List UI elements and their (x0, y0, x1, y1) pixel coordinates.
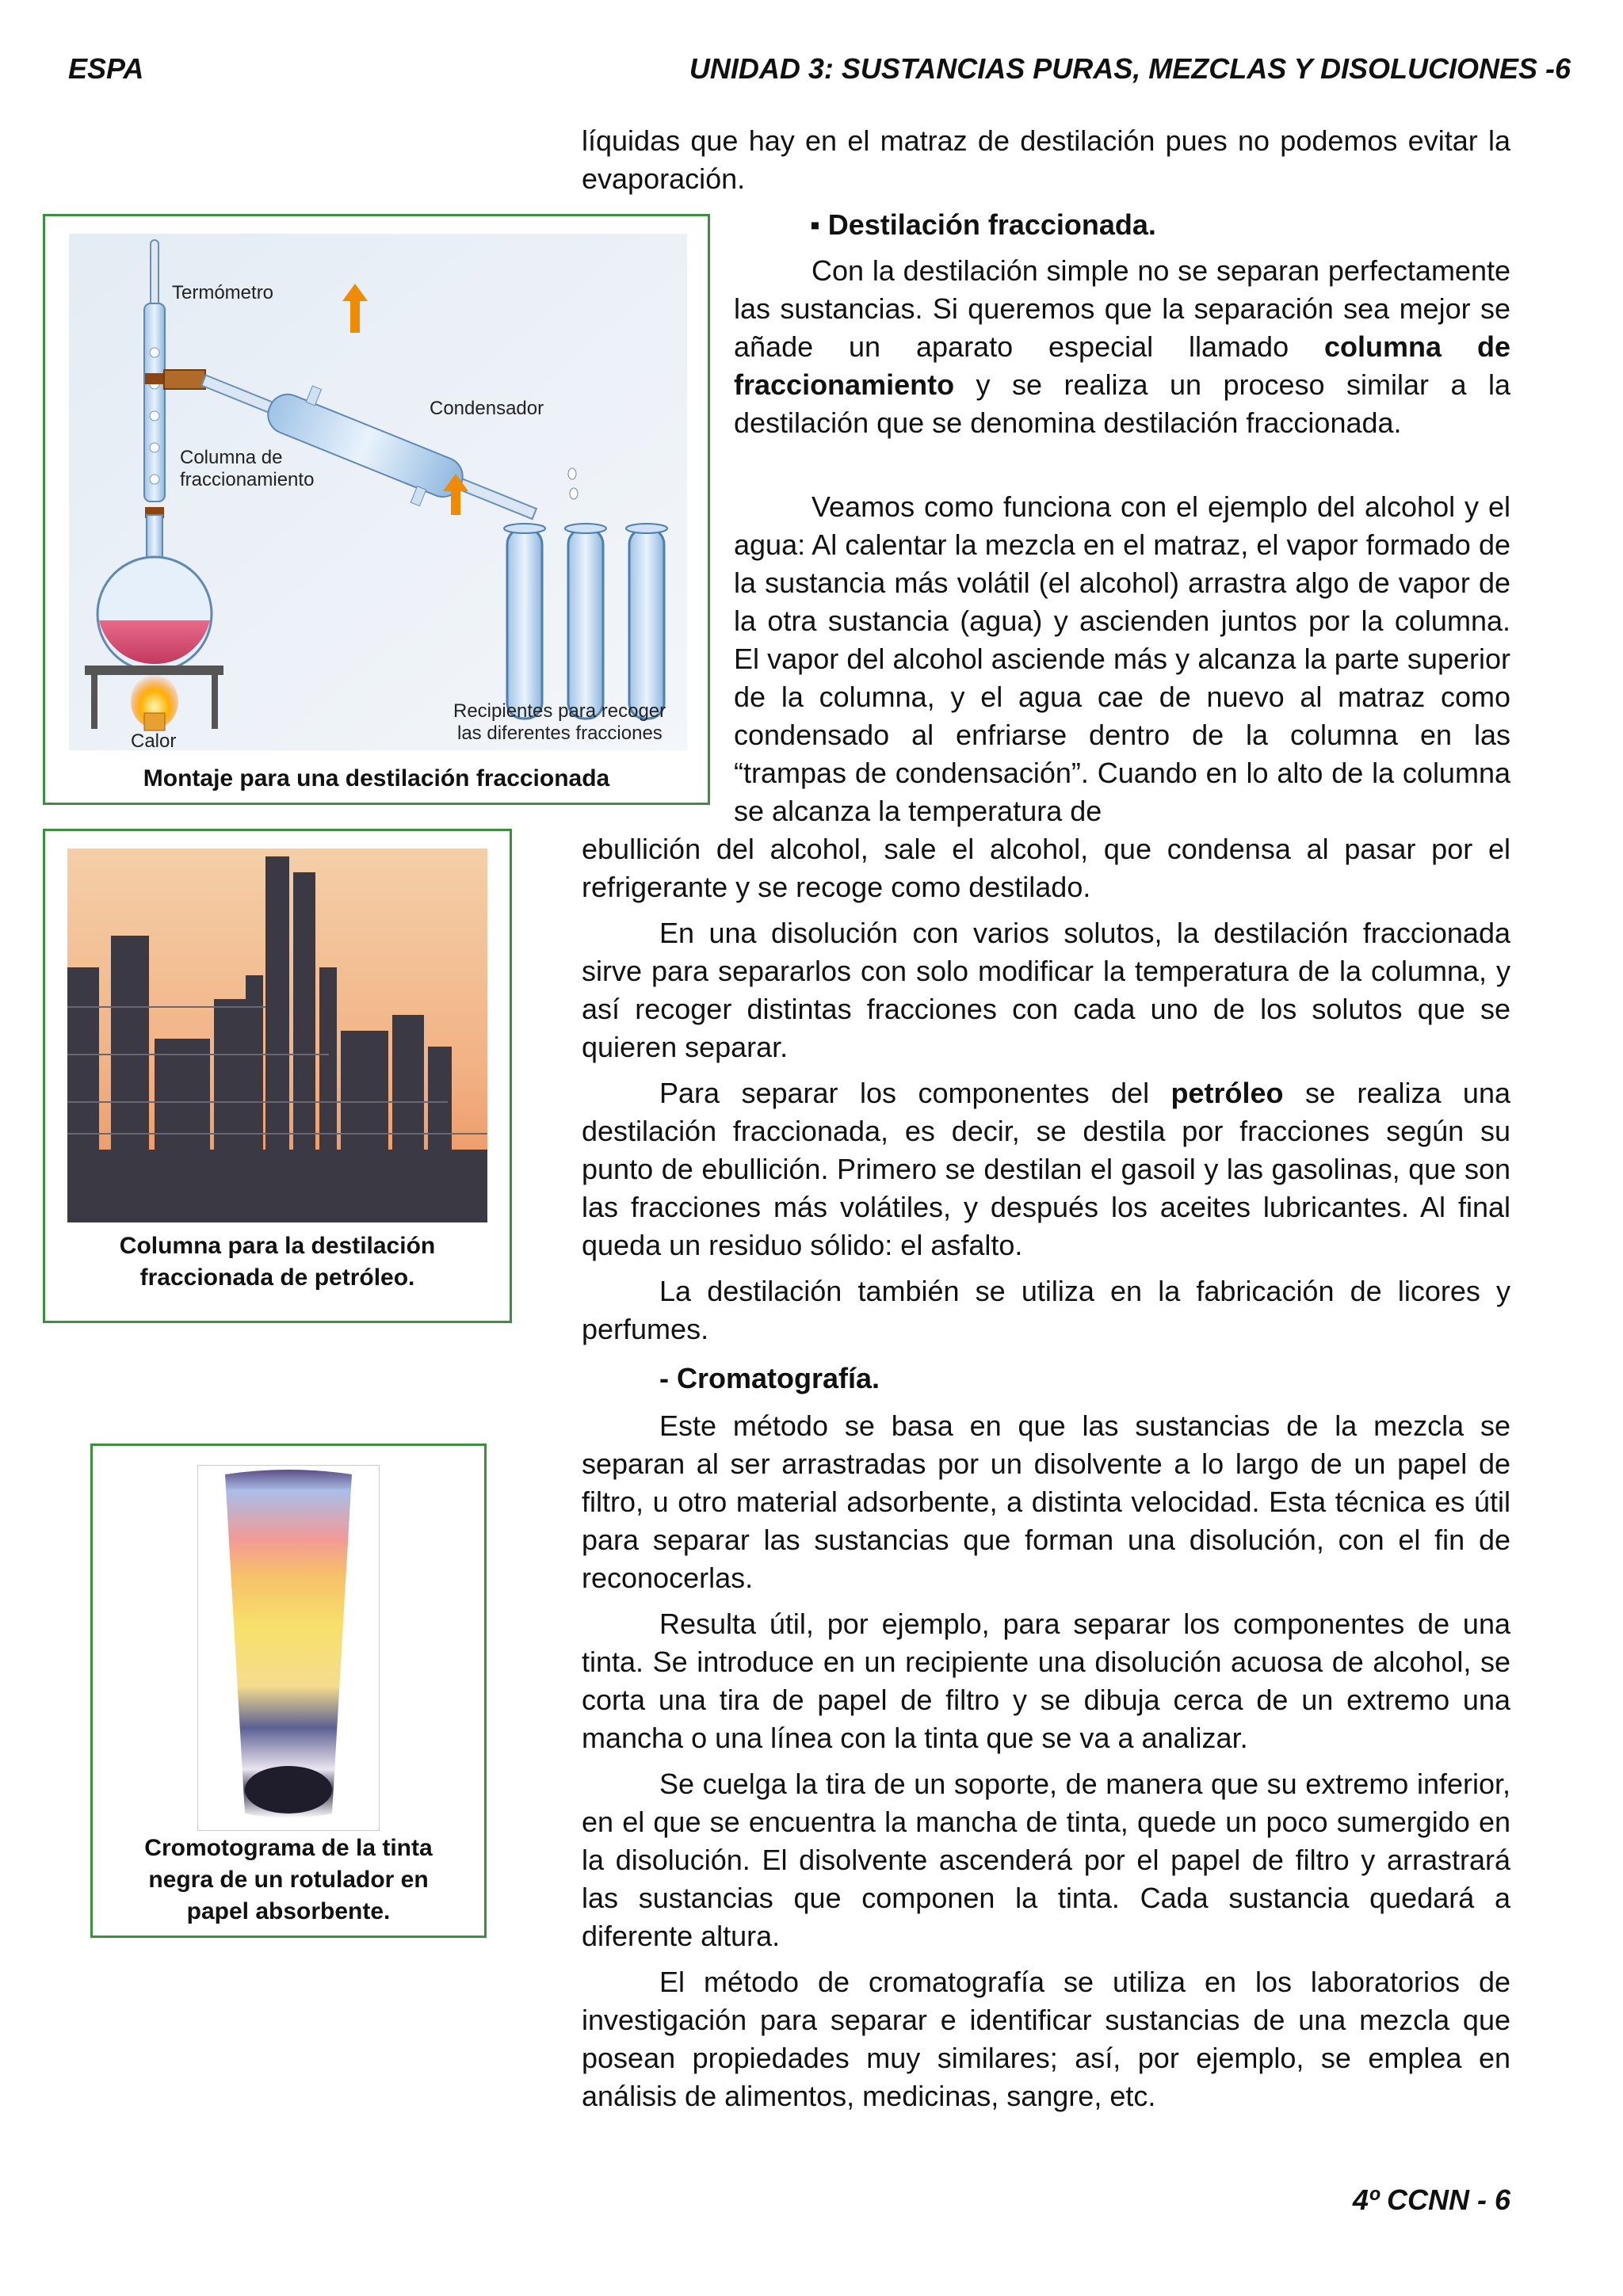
chromatogram-strip (197, 1465, 380, 1831)
refinery-photo (67, 849, 487, 1222)
fractional-paragraph-1: Con la destilación simple no se separan perfectamente las sustancias. Si queremos que la separación sea mejor se añade un aparato especial llamado columna de fraccionamiento y se realiza un proceso similar a la destilación que se denomina destilación fraccionada. (734, 254, 1510, 439)
fractional-paragraph-5: La destilación también se utiliza en la fabricación de licores y perfumes. (582, 1275, 1510, 1345)
figure-refinery (43, 829, 512, 1323)
header-course: ESPA (68, 52, 144, 85)
label-thermometer: Termómetro (172, 282, 274, 303)
figure-caption-refinery-2: fraccionada de petróleo. (139, 1264, 415, 1291)
fractional-paragraph-2: Veamos como funciona con el ejemplo del alcohol y el agua: Al calentar la mezcla en el matraz, el vapor formado de la sustancia más volátil (el alcohol) arrastra algo de vapor de la otra sustancia (agua) y ascienden juntos por la columna. El vapor del alcohol asciende más y alcanza la parte superior de la columna, y el agua cae de nuevo al matraz como condensado al enfriarse dentro de la columna en las “trampas de condensación”. Cuando en lo alto de la columna se alcanza la temperatura de (734, 490, 1510, 827)
distillation-diagram (69, 234, 687, 750)
figure-caption-distillation: Montaje para una destilación fraccionada (143, 765, 610, 791)
label-column-1: Columna de (180, 447, 283, 468)
label-receivers-2: las diferentes fracciones (457, 723, 663, 744)
section-heading-chromatography: - Cromatografía. (659, 1362, 880, 1394)
section-heading-fractional: ▪ Destilación fraccionada. (810, 208, 1156, 241)
label-condenser: Condensador (430, 398, 544, 419)
figure-chromatogram (90, 1444, 487, 1938)
chromatography-paragraph-1: Este método se basa en que las sustancias de la mezcla se separan al ser arrastradas por un disolvente a lo largo de un papel de filtro, u otro material adsorbente, a distinta velocidad. Esta técnica es útil para separar las sustancias que forman una disolución, con el fin de reconocerlas. (582, 1409, 1510, 1594)
header-unit-title: UNIDAD 3: SUSTANCIAS PURAS, MEZCLAS Y DISOLUCIONES -6 (689, 52, 1571, 85)
fractional-paragraph-2-continued: ebullición del alcohol, sale el alcohol, que condensa al pasar por el refrigerante y se recoge como destilado. (582, 833, 1510, 903)
fractional-paragraph-3: En una disolución con varios solutos, la destilación fraccionada sirve para separarlos con solo modificar la temperatura de la columna, y así recoger distintas fracciones con cada uno de los solutos que se quieren separar. (582, 917, 1510, 1063)
intro-paragraph: líquidas que hay en el matraz de destilación pues no podemos evitar la evaporación. (582, 124, 1510, 195)
chromatography-paragraph-2: Resulta útil, por ejemplo, para separar los componentes de una tinta. Se introduce en un recipiente una disolución acuosa de alcohol, se corta una tira de papel de filtro y se dibuja cerca de un extremo una mancha o una línea con la tinta que se va a analizar. (582, 1608, 1510, 1754)
figure-caption-chromatogram-2: negra de un rotulador en (148, 1867, 429, 1893)
fractional-paragraph-4: Para separar los componentes del petróleo se realiza una destilación fraccionada, es decir, se destila por fracciones según su punto de ebullición. Primero se destilan el gasoil y las gasolinas, que son las fracciones más volátiles, y después los aceites lubricantes. Al final queda un residuo sólido: el asfalto. (582, 1077, 1510, 1261)
label-column-2: fraccionamiento (180, 469, 315, 490)
chromatography-paragraph-4: El método de cromatografía se utiliza en los laboratorios de investigación para separar e identificar sustancias de una mezcla que posean propiedades muy similares; así, por ejemplo, se emplea en análisis de alimentos, medicinas, sangre, etc. (582, 1966, 1510, 2112)
figure-caption-chromatogram-3: papel absorbente. (186, 1898, 391, 1924)
figure-caption-chromatogram-1: Cromotograma de la tinta (144, 1835, 433, 1861)
label-heat: Calor (131, 730, 177, 750)
figure-caption-refinery-1: Columna para la destilación (119, 1233, 436, 1259)
page-number: 4º CCNN - 6 (1352, 2183, 1510, 2216)
chromatography-paragraph-3: Se cuelga la tira de un soporte, de manera que su extremo inferior, en el que se encuentra la mancha de tinta, quede un poco sumergido en la disolución. El disolvente ascenderá por el papel de filtro y arrastrará las sustancias que componen la tinta. Cada sustancia quedará a diferente altura. (582, 1768, 1510, 1952)
figure-distillation (43, 214, 710, 805)
label-receivers-1: Recipientes para recoger (453, 700, 666, 722)
